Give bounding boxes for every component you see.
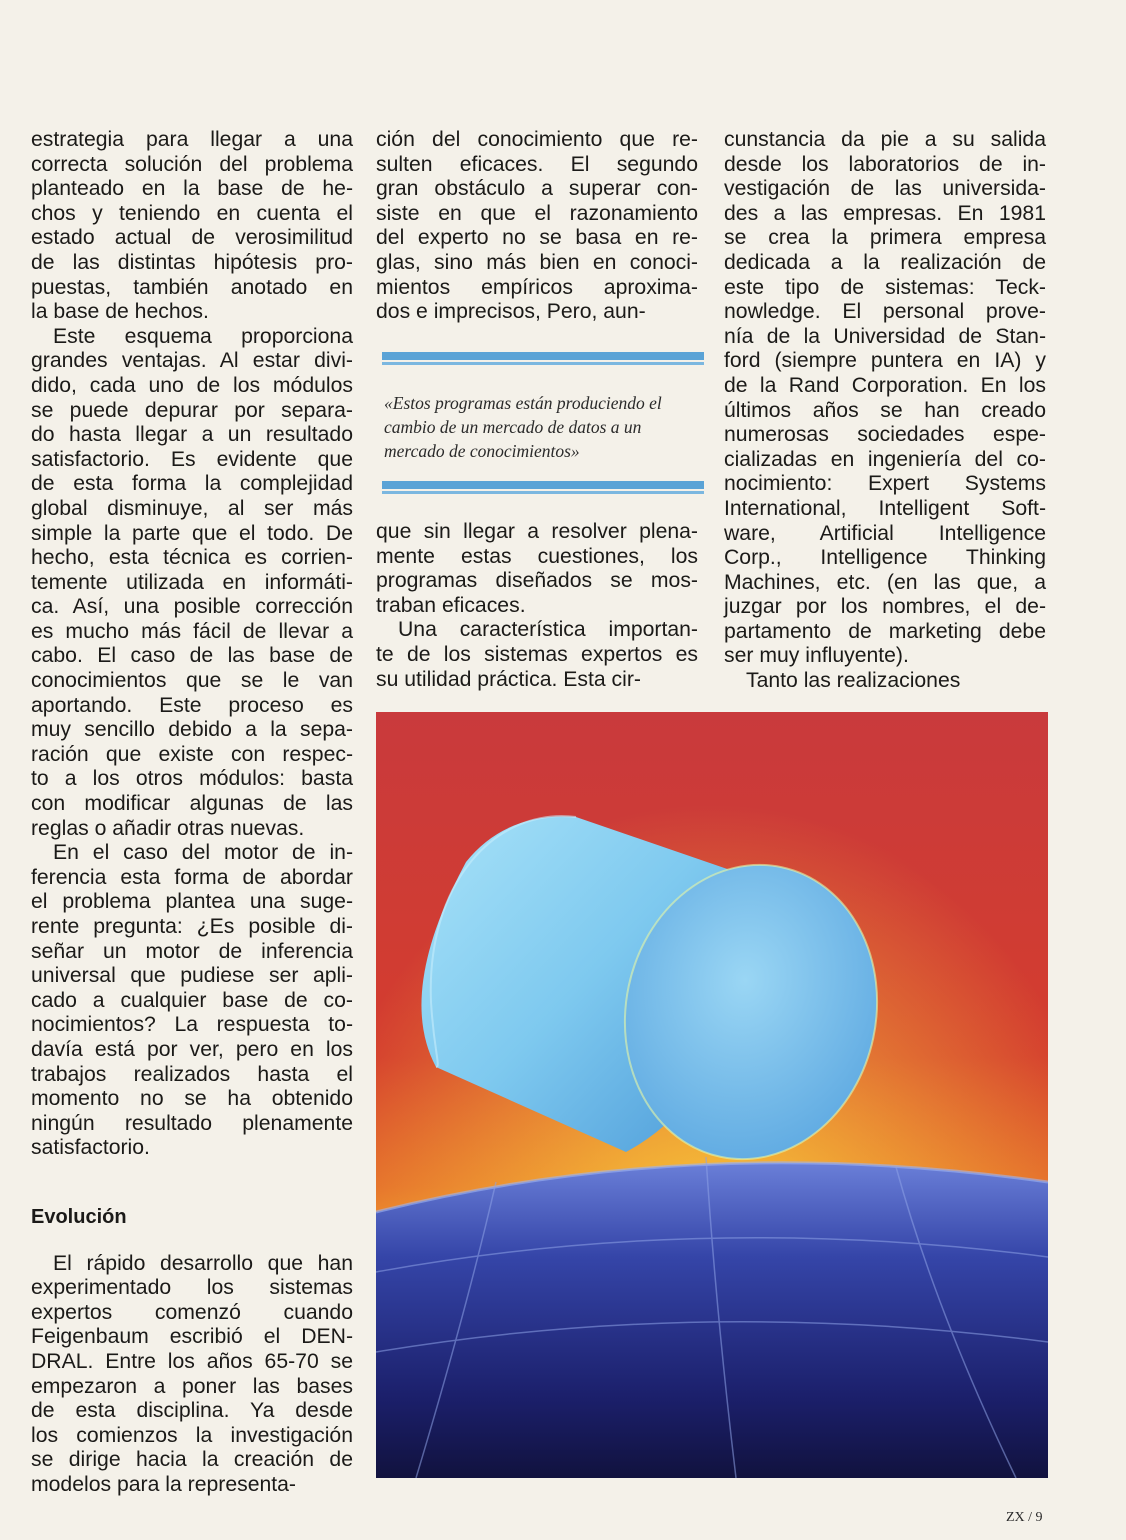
paragraph: [31, 1252, 353, 1498]
text-line: es mucho más fácil de llevar a: [31, 619, 353, 643]
text-line: se crea la primera empresa: [724, 226, 1046, 250]
paragraph: [31, 325, 353, 841]
text-line: su utilidad práctica. Esta cir-: [376, 667, 641, 691]
text-line: conocimientos que se le van: [31, 669, 353, 693]
text-line: gran obstáculo a superar con-: [376, 177, 698, 201]
text-line: de esta forma la complejidad: [31, 472, 353, 496]
text-line: International, Intelligent Soft-: [724, 496, 1046, 520]
section-heading: Evolución: [31, 1205, 127, 1228]
text-line: la base de hechos.: [31, 300, 209, 324]
text-line: global disminuye, al ser más: [31, 496, 353, 520]
text-line: do hasta llegar a un resultado: [31, 423, 353, 447]
pull-quote-line: «Estos programas están produciendo el: [384, 393, 662, 413]
text-line: empezaron a poner las bases: [31, 1374, 353, 1398]
cylinder-illustration: [376, 712, 1048, 1478]
text-line: satisfactorio. Es evidente que: [31, 447, 353, 471]
text-line: experimentado los sistemas: [31, 1276, 353, 1300]
text-line: satisfactorio.: [31, 1136, 150, 1160]
text-line: numerosas sociedades espe-: [724, 423, 1046, 447]
text-line: Una característica importan-: [398, 618, 698, 642]
text-line: expertos comenzó cuando: [31, 1300, 353, 1324]
paragraph: [376, 520, 698, 618]
text-line: ningún resultado plenamente: [31, 1111, 353, 1135]
pull-quote: [382, 352, 704, 494]
text-line: vestigación de las universida-: [724, 177, 1046, 201]
text-line: planteado en la base de he-: [31, 177, 353, 201]
divider: [382, 491, 704, 494]
text-line: partamento de marketing debe: [724, 619, 1046, 643]
text-line: del experto no se basa en re-: [376, 226, 698, 250]
paragraph: [376, 618, 698, 692]
text-line: los comienzos la investigación: [31, 1423, 353, 1447]
text-line: nocimiento: Expert Systems: [724, 472, 1046, 496]
text-line: Corp., Intelligence Thinking: [724, 546, 1046, 570]
paragraph: [724, 128, 1046, 669]
column-1: [31, 128, 353, 1497]
paragraph: [376, 128, 698, 325]
text-line: modelos para la representa-: [31, 1472, 296, 1496]
text-line: ferencia esta forma de abordar: [31, 865, 353, 889]
text-line: cado a cualquier base de co-: [31, 988, 353, 1012]
divider: [382, 352, 704, 360]
text-line: temente utilizada en informáti-: [31, 570, 353, 594]
text-line: grandes ventajas. Al estar divi-: [31, 349, 353, 373]
text-line: ford (siempre puntera en IA) y: [724, 349, 1046, 373]
text-line: estado actual de verosimilitud: [31, 226, 353, 250]
text-line: ser muy influyente).: [724, 644, 909, 668]
column-2-top: [376, 128, 698, 325]
text-line: ración que existe con respec-: [31, 742, 353, 766]
paragraph: [31, 841, 353, 1161]
text-line: de las distintas hipótesis pro-: [31, 250, 353, 274]
text-line: Machines, etc. (en las que, a: [724, 570, 1046, 594]
text-line: rente pregunta: ¿Es posible di-: [31, 915, 353, 938]
text-line: cializadas en ingeniería del co-: [724, 447, 1046, 471]
text-line: to a los otros módulos: basta: [31, 767, 353, 791]
text-line: que sin llegar a resolver plena-: [376, 520, 698, 543]
paragraph: [31, 128, 353, 325]
text-line: reglas o añadir otras nuevas.: [31, 816, 305, 840]
text-line: ción del conocimiento que re-: [376, 128, 698, 151]
text-line: En el caso del motor de in-: [53, 841, 353, 865]
text-line: últimos años se han creado: [724, 398, 1046, 422]
text-line: simple la parte que el todo. De: [31, 521, 353, 545]
text-line: señar un motor de inferencia: [31, 939, 353, 963]
text-line: nía de la Universidad de Stan-: [724, 324, 1046, 348]
text-line: aportando. Este proceso es: [31, 693, 353, 717]
text-line: ca. Así, una posible corrección: [31, 595, 353, 619]
text-line: universal que pudiese ser apli-: [31, 964, 353, 988]
text-line: El rápido desarrollo que han: [53, 1251, 353, 1275]
pull-quote-text: [382, 365, 704, 481]
text-line: dedicada a la realización de: [724, 250, 1046, 274]
text-line: estrategia para llegar a una: [31, 128, 353, 151]
text-line: davía está por ver, pero en los: [31, 1037, 353, 1061]
text-line: chos y teniendo en cuenta el: [31, 201, 353, 225]
text-line: dos e imprecisos, Pero, aun-: [376, 300, 646, 324]
text-line: siste en que el razonamiento: [376, 201, 698, 225]
text-line: desde los laboratorios de in-: [724, 152, 1046, 176]
text-line: de esta disciplina. Ya desde: [31, 1399, 353, 1423]
pull-quote-line: cambio de un mercado de datos a un: [384, 417, 642, 437]
text-line: este tipo de sistemas: Teck-: [724, 275, 1046, 299]
text-line: cunstancia da pie a su salida: [724, 128, 1046, 151]
text-line: puestas, también anotado en: [31, 275, 353, 299]
pull-quote-line: mercado de conocimientos»: [384, 441, 580, 461]
text-line: juzgar por los nombres, el de-: [724, 595, 1046, 619]
text-line: momento no se ha obtenido: [31, 1087, 353, 1111]
text-line: mientos empíricos aproxima-: [376, 275, 698, 299]
column-3: [724, 128, 1046, 694]
text-line: cabo. El caso de las base de: [31, 644, 353, 668]
text-line: te de los sistemas expertos es: [376, 642, 698, 666]
text-line: correcta solución del problema: [31, 152, 353, 176]
text-line: programas diseñados se mos-: [376, 569, 698, 593]
text-line: nowledge. El personal prove-: [724, 300, 1046, 324]
text-line: de la Rand Corporation. En los: [724, 373, 1046, 397]
text-line: glas, sino más bien en conoci-: [376, 250, 698, 274]
text-line: se puede depurar por separa-: [31, 398, 353, 422]
text-line: Este esquema proporciona: [53, 324, 353, 348]
text-line: dido, cada uno de los módulos: [31, 373, 353, 397]
text-line: ware, Artificial Intelligence: [724, 521, 1046, 545]
text-line: traban eficaces.: [376, 593, 526, 617]
text-line: nocimientos? La respuesta to-: [31, 1013, 353, 1037]
text-line: sulten eficaces. El segundo: [376, 152, 698, 176]
text-line: el problema plantea una suge-: [31, 890, 353, 914]
page-number: ZX / 9: [1006, 1510, 1043, 1525]
paragraph: [724, 669, 1046, 694]
column-2-bottom: [376, 520, 698, 692]
text-line: con modificar algunas de las: [31, 792, 353, 816]
text-line: trabajos realizados hasta el: [31, 1062, 353, 1086]
text-line: se dirige hacia la creación de: [31, 1448, 353, 1472]
text-line: Tanto las realizaciones: [746, 669, 961, 693]
text-line: des a las empresas. En 1981: [724, 201, 1046, 225]
text-line: hecho, esta técnica es corrien-: [31, 546, 353, 570]
text-line: muy sencillo debido a la sepa-: [31, 718, 353, 742]
text-line: mente estas cuestiones, los: [376, 544, 698, 568]
text-line: Feigenbaum escribió el DEN-: [31, 1325, 353, 1349]
divider: [382, 481, 704, 489]
text-line: DRAL. Entre los años 65-70 se: [31, 1349, 353, 1373]
